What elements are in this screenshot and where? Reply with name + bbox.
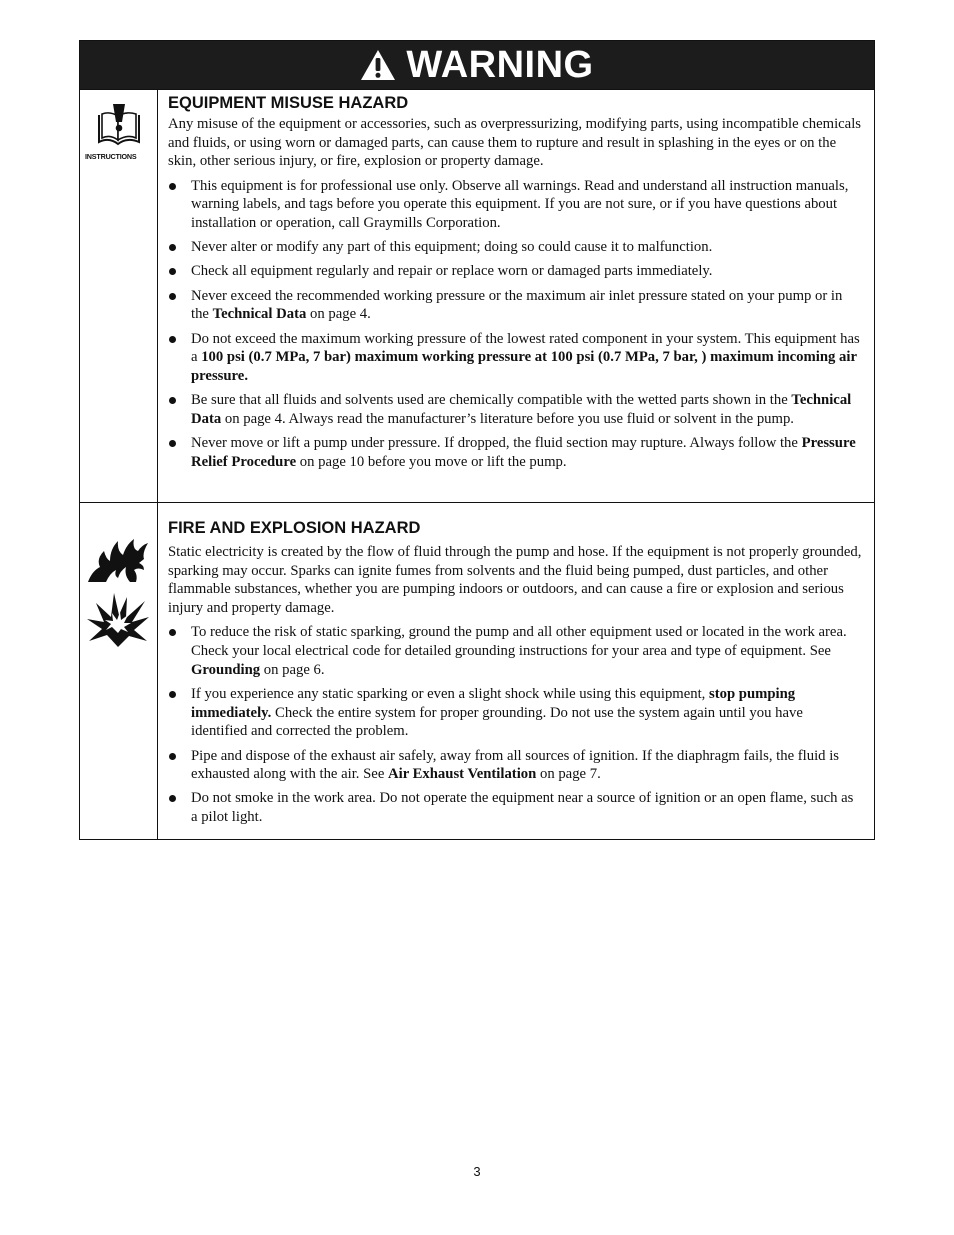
bullet-text: To reduce the risk of static sparking, ground the pump and all other equipment used or located in the work area. Check your local electrical code for detailed grounding instructions for your area and type of equipment. See (191, 624, 847, 660)
bullet-item (168, 391, 862, 428)
explosion-icon (87, 589, 149, 649)
bold-reference: Air Exhaust Ventilation (388, 766, 537, 783)
hazard-icon-cell (80, 503, 158, 839)
bold-reference: Technical Data (212, 306, 307, 323)
bullet-text: on page 4. (306, 306, 371, 323)
bullet-dot-icon (169, 244, 176, 251)
bullet-item (168, 623, 862, 679)
bullet-item (168, 434, 862, 471)
bullet-text: Never alter or modify any part of this equipment; doing so could cause it to malfunction. (191, 239, 713, 256)
bold-reference: stop pumping immediately. (191, 685, 796, 721)
bullet-text: on page 7. (536, 766, 601, 783)
bullet-text: This equipment is for professional use only. Observe all warnings. Read and understand all instruction manuals, warning labels, and tags before you operate this equipment. If you are not sure, or if you have questions about installation or operation, call Graymills Corporation. (191, 177, 849, 232)
bullet-text: on page 10 before you move or lift the pump. (296, 453, 567, 470)
bullet-dot-icon (169, 183, 176, 190)
bullet-dot-icon (169, 629, 176, 636)
hazard-section-fire-explosion (80, 502, 874, 839)
bold-reference: 100 psi (0.7 MPa, 7 bar) maximum working pressure at 100 psi (0.7 MPa, 7 bar, ) maximum incoming air pressure. (191, 349, 857, 384)
bold-reference: Grounding (191, 661, 261, 678)
bullet-item (168, 238, 862, 257)
bullet-item (168, 330, 862, 386)
bold-reference: Pressure Relief Procedure (191, 435, 856, 470)
hazard-text (158, 503, 874, 839)
bullet-item (168, 685, 862, 741)
bullet-text: Do not exceed the maximum working pressure of the lowest rated component in your system. This equipment has a (191, 330, 860, 366)
bullet-dot-icon (169, 268, 176, 275)
bullet-item (168, 287, 862, 324)
bullet-text: on page 4. Always read the manufacturer’s literature before you use fluid or solvent in the pump. (221, 410, 794, 427)
bullet-item (168, 262, 862, 281)
hazard-section-equipment-misuse (80, 89, 874, 502)
bullet-item (168, 177, 862, 233)
bullet-dot-icon (169, 336, 176, 343)
hazard-intro: Any misuse of the equipment or accessories, such as overpressurizing, modifying parts, using incompatible chemicals and fluids, or using worn or damaged parts, can cause them to rupture and result in splashing in the eyes or on the skin, other serious injury, or fire, explosion or property damage. (168, 116, 862, 170)
bullet-text: Pipe and dispose of the exhaust air safely, away from all sources of ignition. If the diaphragm fails, the fluid is exhausted along with the air. See (191, 747, 839, 783)
bullet-item (168, 747, 862, 784)
bullet-dot-icon (169, 440, 176, 447)
hazard-bullet-list (168, 623, 862, 827)
bullet-text: Check the entire system for proper grounding. Do not use the system again until you have identified and corrected the problem. (191, 704, 803, 740)
bullet-text: Never exceed the recommended working pressure or the maximum air inlet pressure stated on your pump or in the (191, 287, 843, 323)
bullet-text: Never move or lift a pump under pressure. If dropped, the fluid section may rupture. Always follow the (191, 435, 802, 452)
bullet-dot-icon (169, 753, 176, 760)
hazard-bullet-list (168, 177, 862, 472)
bullet-text: Check all equipment regularly and repair or replace worn or damaged parts immediately. (191, 263, 713, 280)
warning-header (80, 41, 874, 89)
fire-icon (86, 537, 150, 583)
bold-reference: Technical Data (191, 392, 852, 427)
hazard-title-equipment-misuse: EQUIPMENT MISUSE HAZARD (168, 94, 409, 112)
hazard-icon-cell (80, 90, 158, 502)
warning-title: WARNING (406, 43, 594, 86)
bullet-text: on page 6. (260, 661, 325, 678)
bullet-dot-icon (169, 691, 176, 698)
bullet-dot-icon (169, 293, 176, 300)
instructions-icon-label: INSTRUCTIONS (85, 152, 137, 161)
warning-box (79, 40, 875, 840)
bullet-dot-icon (169, 795, 176, 802)
bullet-item (168, 789, 862, 826)
bullet-dot-icon (169, 397, 176, 404)
bullet-text: If you experience any static sparking or even a slight shock while using this equipment, (191, 685, 710, 702)
hazard-title-fire-explosion: FIRE AND EXPLOSION HAZARD (168, 519, 421, 537)
hazard-intro: Static electricity is created by the flow of fluid through the pump and hose. If the equipment is not properly grounded, sparking may occur. Sparks can ignite fumes from solvents and the fluid being pumped, dust particles, and other flammable substances, whether you are pumping indoors or outdoors, and can cause a fire or explosion and serious injury and property damage. (168, 544, 862, 617)
bullet-text: Do not smoke in the work area. Do not operate the equipment near a source of ignition or an open flame, such as a pilot light. (191, 790, 854, 826)
warning-triangle-icon (360, 49, 396, 81)
page-number: 3 (473, 1164, 481, 1179)
bullet-text: Be sure that all fluids and solvents used are chemically compatible with the wetted parts shown in the (191, 392, 792, 409)
instructions-manual-icon (96, 102, 142, 148)
hazard-text (158, 90, 874, 502)
